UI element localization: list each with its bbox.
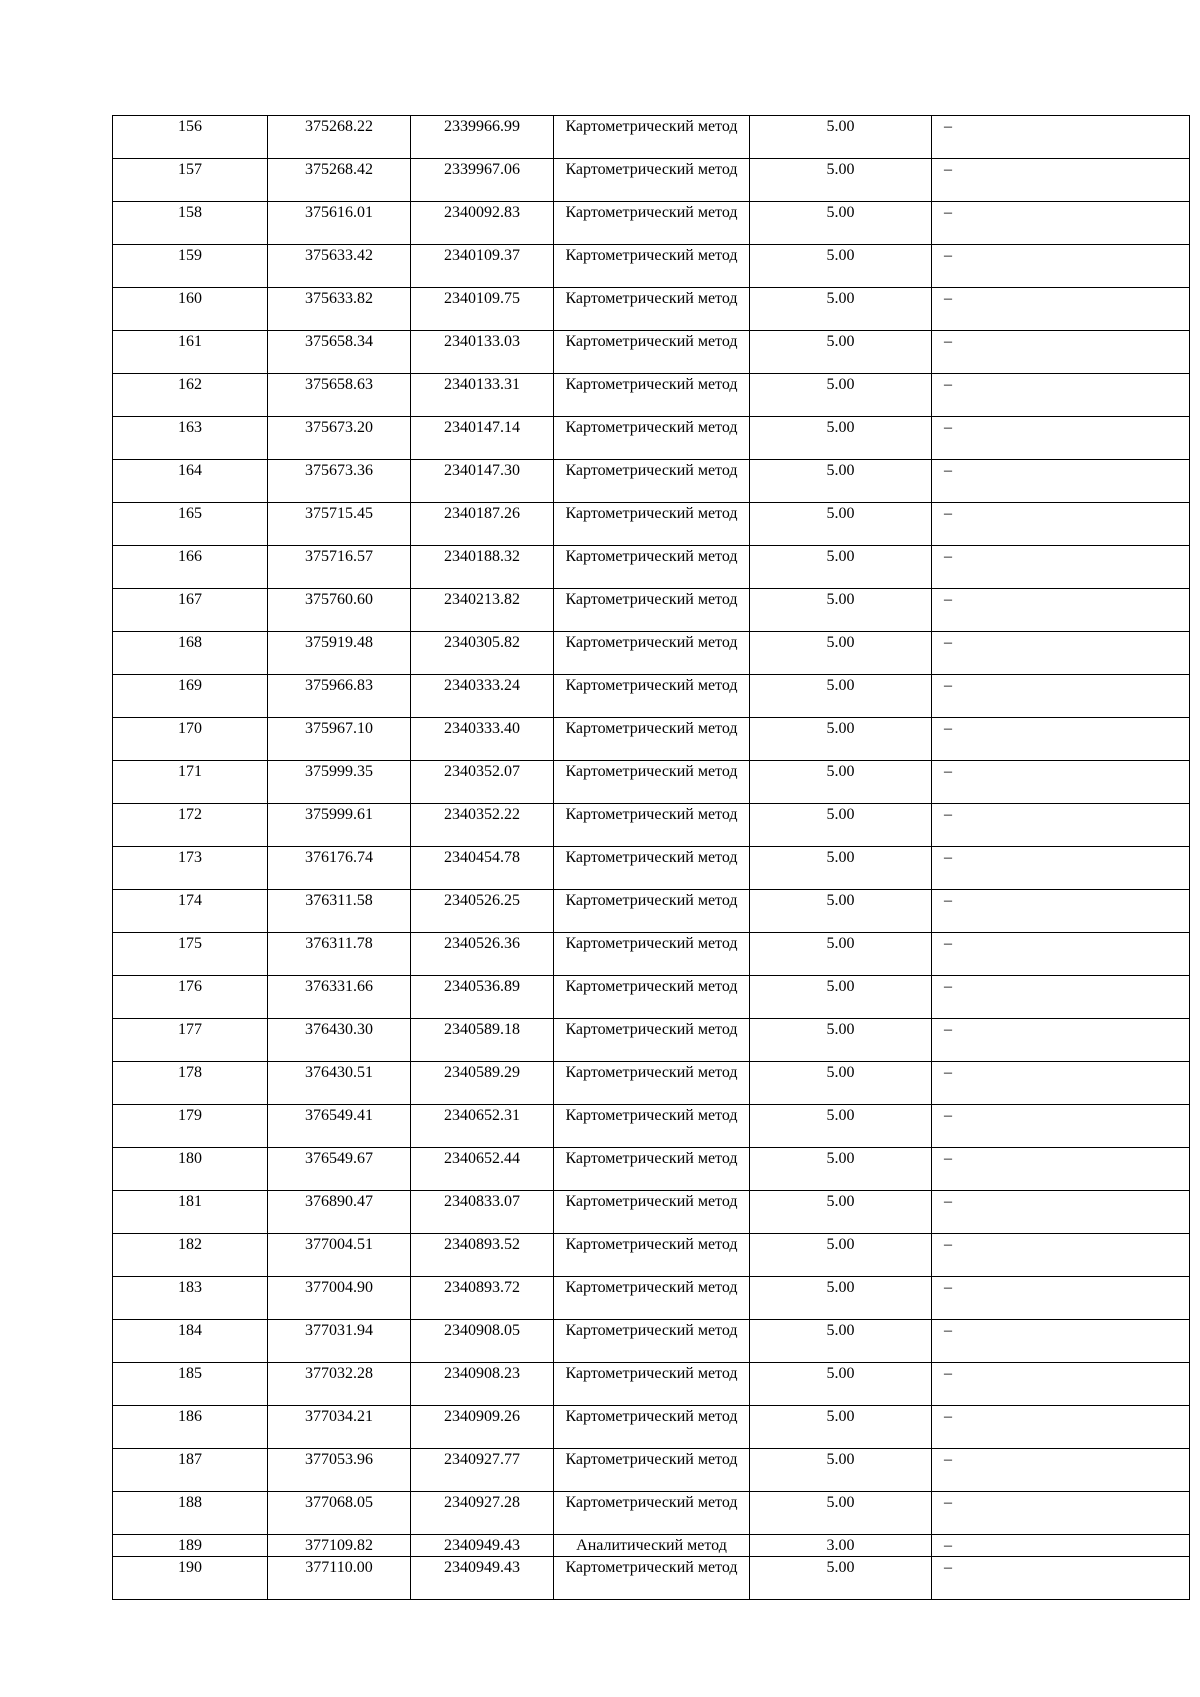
point-number-cell: 184	[113, 1320, 268, 1363]
method-cell: Картометрический метод	[554, 460, 750, 503]
y-coordinate-cell: 2339967.06	[411, 159, 554, 202]
table-row	[113, 1191, 1190, 1234]
x-coordinate-cell: 375999.35	[268, 761, 411, 804]
method-cell: Картометрический метод	[554, 632, 750, 675]
y-coordinate-cell: 2340187.26	[411, 503, 554, 546]
table-row	[113, 675, 1190, 718]
accuracy-cell: 5.00	[750, 546, 932, 589]
point-number-cell: 167	[113, 589, 268, 632]
table-row	[113, 847, 1190, 890]
table-row	[113, 202, 1190, 245]
note-cell: –	[932, 245, 1190, 288]
method-cell: Картометрический метод	[554, 1320, 750, 1363]
x-coordinate-cell: 375616.01	[268, 202, 411, 245]
method-cell: Картометрический метод	[554, 1234, 750, 1277]
accuracy-cell: 5.00	[750, 1406, 932, 1449]
x-coordinate-cell: 375673.20	[268, 417, 411, 460]
table-row	[113, 159, 1190, 202]
note-cell: –	[932, 1277, 1190, 1320]
table-row	[113, 1535, 1190, 1557]
method-cell: Картометрический метод	[554, 1191, 750, 1234]
x-coordinate-cell: 375658.63	[268, 374, 411, 417]
accuracy-cell: 5.00	[750, 460, 932, 503]
x-coordinate-cell: 375268.42	[268, 159, 411, 202]
accuracy-cell: 5.00	[750, 374, 932, 417]
table-row	[113, 288, 1190, 331]
accuracy-cell: 5.00	[750, 1363, 932, 1406]
x-coordinate-cell: 375715.45	[268, 503, 411, 546]
point-number-cell: 161	[113, 331, 268, 374]
accuracy-cell: 5.00	[750, 1148, 932, 1191]
accuracy-cell: 5.00	[750, 1277, 932, 1320]
note-cell: –	[932, 632, 1190, 675]
accuracy-cell: 5.00	[750, 116, 932, 159]
accuracy-cell: 5.00	[750, 1492, 932, 1535]
table-row	[113, 1105, 1190, 1148]
point-number-cell: 179	[113, 1105, 268, 1148]
method-cell: Картометрический метод	[554, 1019, 750, 1062]
method-cell: Картометрический метод	[554, 116, 750, 159]
table-row	[113, 331, 1190, 374]
x-coordinate-cell: 377004.90	[268, 1277, 411, 1320]
method-cell: Картометрический метод	[554, 675, 750, 718]
method-cell: Картометрический метод	[554, 288, 750, 331]
note-cell: –	[932, 718, 1190, 761]
method-cell: Картометрический метод	[554, 1148, 750, 1191]
method-cell: Картометрический метод	[554, 718, 750, 761]
note-cell: –	[932, 1105, 1190, 1148]
y-coordinate-cell: 2340909.26	[411, 1406, 554, 1449]
method-cell: Картометрический метод	[554, 761, 750, 804]
note-cell: –	[932, 417, 1190, 460]
point-number-cell: 175	[113, 933, 268, 976]
point-number-cell: 163	[113, 417, 268, 460]
note-cell: –	[932, 1492, 1190, 1535]
method-cell: Картометрический метод	[554, 202, 750, 245]
point-number-cell: 172	[113, 804, 268, 847]
x-coordinate-cell: 376549.67	[268, 1148, 411, 1191]
x-coordinate-cell: 375967.10	[268, 718, 411, 761]
x-coordinate-cell: 377032.28	[268, 1363, 411, 1406]
note-cell: –	[932, 1363, 1190, 1406]
x-coordinate-cell: 376311.58	[268, 890, 411, 933]
y-coordinate-cell: 2340333.40	[411, 718, 554, 761]
x-coordinate-cell: 376430.51	[268, 1062, 411, 1105]
accuracy-cell: 5.00	[750, 1191, 932, 1234]
table-row	[113, 1363, 1190, 1406]
x-coordinate-cell: 375633.42	[268, 245, 411, 288]
y-coordinate-cell: 2340833.07	[411, 1191, 554, 1234]
y-coordinate-cell: 2340908.23	[411, 1363, 554, 1406]
note-cell: –	[932, 1148, 1190, 1191]
y-coordinate-cell: 2340213.82	[411, 589, 554, 632]
y-coordinate-cell: 2340352.07	[411, 761, 554, 804]
y-coordinate-cell: 2340305.82	[411, 632, 554, 675]
point-number-cell: 166	[113, 546, 268, 589]
note-cell: –	[932, 589, 1190, 632]
point-number-cell: 164	[113, 460, 268, 503]
accuracy-cell: 5.00	[750, 1062, 932, 1105]
x-coordinate-cell: 376549.41	[268, 1105, 411, 1148]
y-coordinate-cell: 2340188.32	[411, 546, 554, 589]
y-coordinate-cell: 2340949.43	[411, 1535, 554, 1557]
accuracy-cell: 5.00	[750, 847, 932, 890]
method-cell: Картометрический метод	[554, 546, 750, 589]
table-row	[113, 1148, 1190, 1191]
method-cell: Картометрический метод	[554, 503, 750, 546]
point-number-cell: 162	[113, 374, 268, 417]
method-cell: Картометрический метод	[554, 1363, 750, 1406]
note-cell: –	[932, 1535, 1190, 1557]
point-number-cell: 173	[113, 847, 268, 890]
note-cell: –	[932, 116, 1190, 159]
y-coordinate-cell: 2340589.18	[411, 1019, 554, 1062]
accuracy-cell: 5.00	[750, 503, 932, 546]
coordinates-table	[112, 115, 1190, 1600]
note-cell: –	[932, 804, 1190, 847]
accuracy-cell: 5.00	[750, 933, 932, 976]
accuracy-cell: 5.00	[750, 1234, 932, 1277]
x-coordinate-cell: 375658.34	[268, 331, 411, 374]
table-row	[113, 718, 1190, 761]
point-number-cell: 169	[113, 675, 268, 718]
table-row	[113, 116, 1190, 159]
accuracy-cell: 5.00	[750, 890, 932, 933]
document-page	[112, 115, 1190, 1600]
accuracy-cell: 5.00	[750, 1019, 932, 1062]
point-number-cell: 185	[113, 1363, 268, 1406]
note-cell: –	[932, 1320, 1190, 1363]
table-row	[113, 1277, 1190, 1320]
note-cell: –	[932, 460, 1190, 503]
method-cell: Картометрический метод	[554, 933, 750, 976]
point-number-cell: 160	[113, 288, 268, 331]
y-coordinate-cell: 2340526.36	[411, 933, 554, 976]
x-coordinate-cell: 377109.82	[268, 1535, 411, 1557]
method-cell: Картометрический метод	[554, 417, 750, 460]
note-cell: –	[932, 761, 1190, 804]
point-number-cell: 190	[113, 1557, 268, 1600]
table-row	[113, 1406, 1190, 1449]
note-cell: –	[932, 890, 1190, 933]
accuracy-cell: 5.00	[750, 632, 932, 675]
table-row	[113, 589, 1190, 632]
y-coordinate-cell: 2340927.77	[411, 1449, 554, 1492]
x-coordinate-cell: 377004.51	[268, 1234, 411, 1277]
y-coordinate-cell: 2339966.99	[411, 116, 554, 159]
y-coordinate-cell: 2340536.89	[411, 976, 554, 1019]
method-cell: Картометрический метод	[554, 847, 750, 890]
table-row	[113, 1019, 1190, 1062]
accuracy-cell: 5.00	[750, 718, 932, 761]
accuracy-cell: 5.00	[750, 245, 932, 288]
method-cell: Картометрический метод	[554, 1449, 750, 1492]
point-number-cell: 187	[113, 1449, 268, 1492]
note-cell: –	[932, 202, 1190, 245]
y-coordinate-cell: 2340133.31	[411, 374, 554, 417]
note-cell: –	[932, 1406, 1190, 1449]
y-coordinate-cell: 2340133.03	[411, 331, 554, 374]
note-cell: –	[932, 374, 1190, 417]
y-coordinate-cell: 2340526.25	[411, 890, 554, 933]
note-cell: –	[932, 933, 1190, 976]
x-coordinate-cell: 376890.47	[268, 1191, 411, 1234]
y-coordinate-cell: 2340333.24	[411, 675, 554, 718]
x-coordinate-cell: 376331.66	[268, 976, 411, 1019]
accuracy-cell: 5.00	[750, 417, 932, 460]
table-row	[113, 890, 1190, 933]
method-cell: Картометрический метод	[554, 374, 750, 417]
note-cell: –	[932, 675, 1190, 718]
table-row	[113, 976, 1190, 1019]
x-coordinate-cell: 376430.30	[268, 1019, 411, 1062]
point-number-cell: 177	[113, 1019, 268, 1062]
y-coordinate-cell: 2340352.22	[411, 804, 554, 847]
note-cell: –	[932, 1019, 1190, 1062]
accuracy-cell: 5.00	[750, 675, 932, 718]
table-row	[113, 804, 1190, 847]
x-coordinate-cell: 376176.74	[268, 847, 411, 890]
x-coordinate-cell: 377053.96	[268, 1449, 411, 1492]
accuracy-cell: 5.00	[750, 976, 932, 1019]
note-cell: –	[932, 331, 1190, 374]
point-number-cell: 165	[113, 503, 268, 546]
note-cell: –	[932, 1191, 1190, 1234]
point-number-cell: 156	[113, 116, 268, 159]
method-cell: Аналитический метод	[554, 1535, 750, 1557]
method-cell: Картометрический метод	[554, 1277, 750, 1320]
coordinates-table-body	[113, 116, 1190, 1600]
point-number-cell: 159	[113, 245, 268, 288]
accuracy-cell: 5.00	[750, 1320, 932, 1363]
accuracy-cell: 5.00	[750, 288, 932, 331]
y-coordinate-cell: 2340092.83	[411, 202, 554, 245]
table-row	[113, 460, 1190, 503]
point-number-cell: 189	[113, 1535, 268, 1557]
x-coordinate-cell: 377068.05	[268, 1492, 411, 1535]
y-coordinate-cell: 2340949.43	[411, 1557, 554, 1600]
x-coordinate-cell: 377110.00	[268, 1557, 411, 1600]
point-number-cell: 188	[113, 1492, 268, 1535]
method-cell: Картометрический метод	[554, 331, 750, 374]
method-cell: Картометрический метод	[554, 589, 750, 632]
point-number-cell: 178	[113, 1062, 268, 1105]
accuracy-cell: 5.00	[750, 1557, 932, 1600]
table-row	[113, 245, 1190, 288]
note-cell: –	[932, 1234, 1190, 1277]
table-row	[113, 503, 1190, 546]
table-row	[113, 1320, 1190, 1363]
x-coordinate-cell: 375966.83	[268, 675, 411, 718]
x-coordinate-cell: 375760.60	[268, 589, 411, 632]
point-number-cell: 176	[113, 976, 268, 1019]
table-row	[113, 632, 1190, 675]
table-row	[113, 761, 1190, 804]
method-cell: Картометрический метод	[554, 159, 750, 202]
point-number-cell: 182	[113, 1234, 268, 1277]
x-coordinate-cell: 376311.78	[268, 933, 411, 976]
point-number-cell: 157	[113, 159, 268, 202]
method-cell: Картометрический метод	[554, 890, 750, 933]
method-cell: Картометрический метод	[554, 1406, 750, 1449]
x-coordinate-cell: 375268.22	[268, 116, 411, 159]
note-cell: –	[932, 288, 1190, 331]
y-coordinate-cell: 2340589.29	[411, 1062, 554, 1105]
table-row	[113, 417, 1190, 460]
y-coordinate-cell: 2340927.28	[411, 1492, 554, 1535]
note-cell: –	[932, 847, 1190, 890]
y-coordinate-cell: 2340109.37	[411, 245, 554, 288]
method-cell: Картометрический метод	[554, 976, 750, 1019]
x-coordinate-cell: 375919.48	[268, 632, 411, 675]
y-coordinate-cell: 2340893.52	[411, 1234, 554, 1277]
note-cell: –	[932, 159, 1190, 202]
y-coordinate-cell: 2340908.05	[411, 1320, 554, 1363]
method-cell: Картометрический метод	[554, 1557, 750, 1600]
table-row	[113, 933, 1190, 976]
note-cell: –	[932, 1557, 1190, 1600]
table-row	[113, 1492, 1190, 1535]
method-cell: Картометрический метод	[554, 1492, 750, 1535]
accuracy-cell: 5.00	[750, 589, 932, 632]
table-row	[113, 546, 1190, 589]
note-cell: –	[932, 546, 1190, 589]
x-coordinate-cell: 375999.61	[268, 804, 411, 847]
y-coordinate-cell: 2340109.75	[411, 288, 554, 331]
accuracy-cell: 5.00	[750, 1449, 932, 1492]
x-coordinate-cell: 375673.36	[268, 460, 411, 503]
note-cell: –	[932, 1062, 1190, 1105]
accuracy-cell: 5.00	[750, 804, 932, 847]
y-coordinate-cell: 2340454.78	[411, 847, 554, 890]
accuracy-cell: 5.00	[750, 1105, 932, 1148]
method-cell: Картометрический метод	[554, 804, 750, 847]
accuracy-cell: 3.00	[750, 1535, 932, 1557]
accuracy-cell: 5.00	[750, 761, 932, 804]
table-row	[113, 374, 1190, 417]
y-coordinate-cell: 2340147.14	[411, 417, 554, 460]
point-number-cell: 168	[113, 632, 268, 675]
x-coordinate-cell: 377034.21	[268, 1406, 411, 1449]
accuracy-cell: 5.00	[750, 202, 932, 245]
y-coordinate-cell: 2340652.44	[411, 1148, 554, 1191]
point-number-cell: 183	[113, 1277, 268, 1320]
method-cell: Картометрический метод	[554, 245, 750, 288]
accuracy-cell: 5.00	[750, 331, 932, 374]
method-cell: Картометрический метод	[554, 1105, 750, 1148]
note-cell: –	[932, 503, 1190, 546]
y-coordinate-cell: 2340893.72	[411, 1277, 554, 1320]
y-coordinate-cell: 2340147.30	[411, 460, 554, 503]
table-row	[113, 1557, 1190, 1600]
point-number-cell: 158	[113, 202, 268, 245]
table-row	[113, 1234, 1190, 1277]
note-cell: –	[932, 976, 1190, 1019]
point-number-cell: 180	[113, 1148, 268, 1191]
note-cell: –	[932, 1449, 1190, 1492]
x-coordinate-cell: 377031.94	[268, 1320, 411, 1363]
table-row	[113, 1062, 1190, 1105]
method-cell: Картометрический метод	[554, 1062, 750, 1105]
point-number-cell: 174	[113, 890, 268, 933]
point-number-cell: 181	[113, 1191, 268, 1234]
accuracy-cell: 5.00	[750, 159, 932, 202]
table-row	[113, 1449, 1190, 1492]
x-coordinate-cell: 375633.82	[268, 288, 411, 331]
y-coordinate-cell: 2340652.31	[411, 1105, 554, 1148]
point-number-cell: 171	[113, 761, 268, 804]
point-number-cell: 186	[113, 1406, 268, 1449]
point-number-cell: 170	[113, 718, 268, 761]
x-coordinate-cell: 375716.57	[268, 546, 411, 589]
